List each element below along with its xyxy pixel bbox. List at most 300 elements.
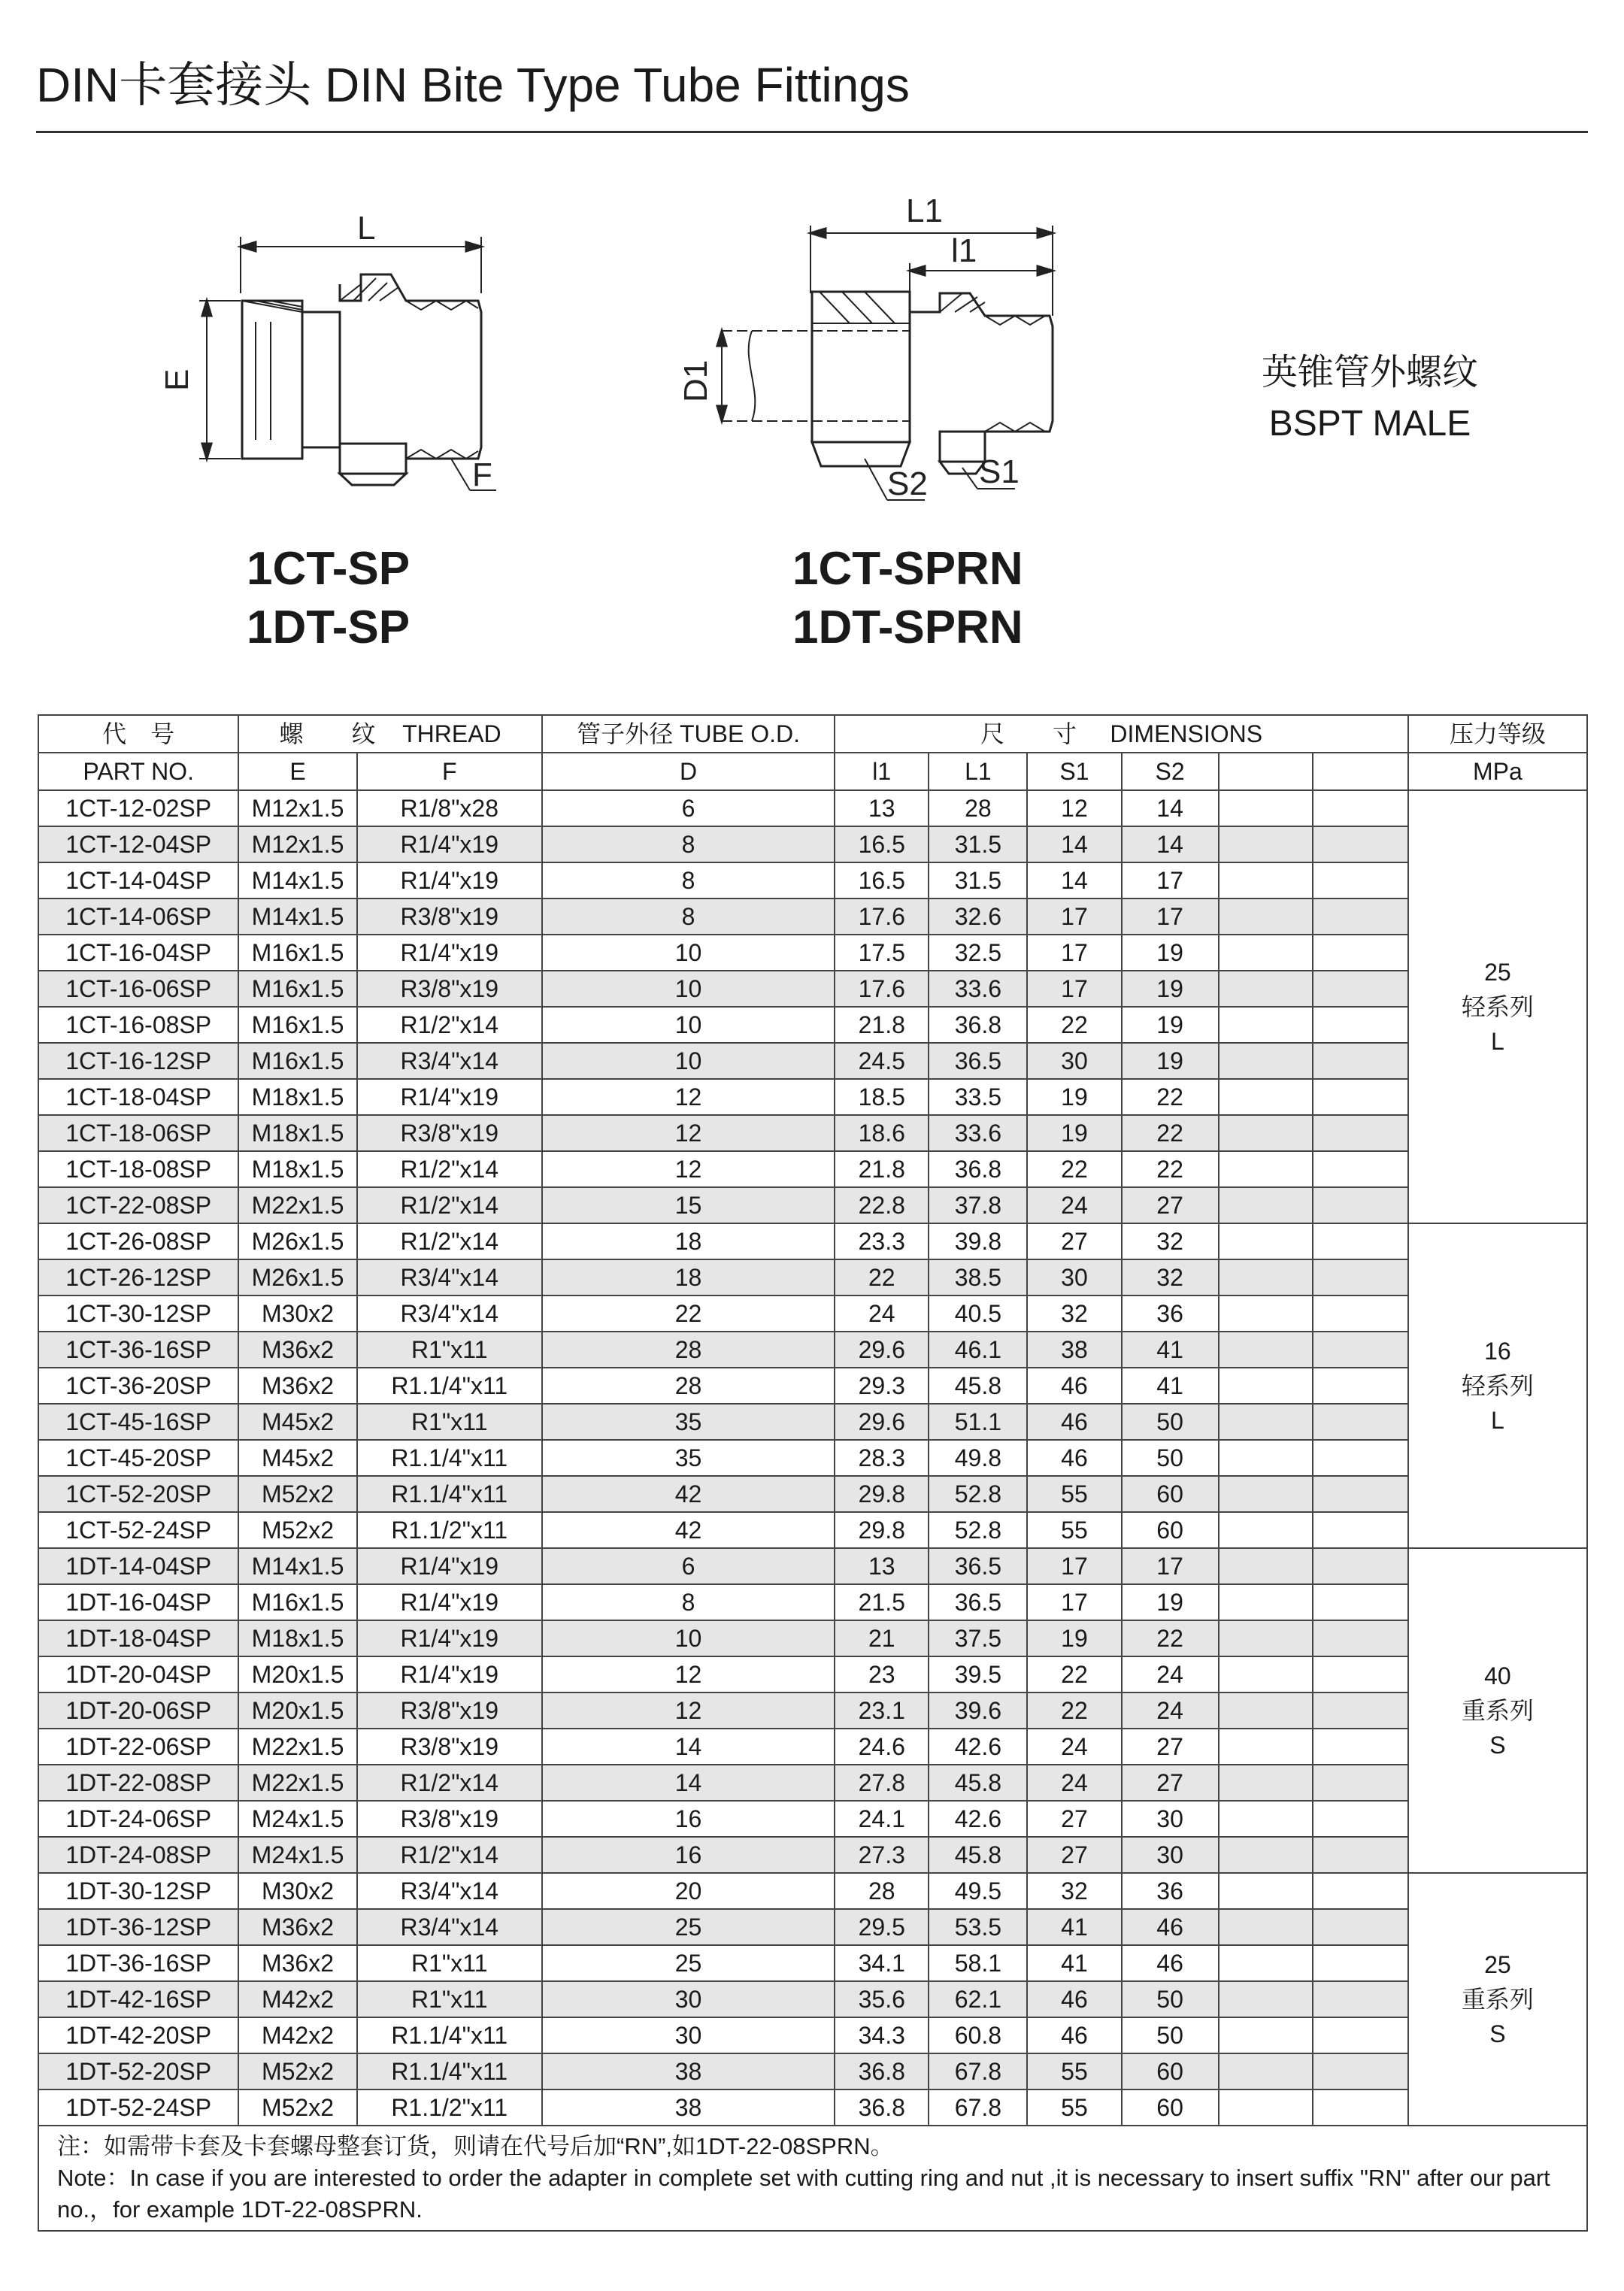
- cell-L1: 45.8: [929, 1368, 1027, 1404]
- cell-part-no: 1DT-16-04SP: [38, 1584, 238, 1620]
- cell-S2: 17: [1122, 862, 1219, 899]
- cell-D: 35: [542, 1404, 835, 1440]
- cell-S2: 50: [1122, 2017, 1219, 2053]
- cell-F: R3/8"x19: [357, 1729, 542, 1765]
- cell-l1: 21.8: [835, 1007, 929, 1043]
- cell-l1: 24.6: [835, 1729, 929, 1765]
- table-row: [38, 1981, 1587, 2017]
- cell-F: R3/8"x19: [357, 899, 542, 935]
- pressure-code: L: [1491, 1028, 1504, 1055]
- cell-blank: [1313, 1548, 1408, 1584]
- cell-E: M18x1.5: [238, 1151, 356, 1187]
- cell-D: 10: [542, 1043, 835, 1079]
- cell-l1: 36.8: [835, 2053, 929, 2089]
- cell-S1: 22: [1027, 1692, 1121, 1729]
- cell-blank: [1219, 2089, 1313, 2126]
- cell-l1: 18.6: [835, 1115, 929, 1151]
- cell-F: R3/4"x14: [357, 1909, 542, 1945]
- cell-S1: 22: [1027, 1151, 1121, 1187]
- cell-S1: 32: [1027, 1296, 1121, 1332]
- cell-S1: 27: [1027, 1837, 1121, 1873]
- cell-S2: 30: [1122, 1801, 1219, 1837]
- model-1ct-sp: 1CT-SP: [247, 543, 411, 595]
- cell-l1: 28.3: [835, 1440, 929, 1476]
- thread-type-label: [1250, 347, 1490, 450]
- header-pressure-en: MPa: [1408, 753, 1587, 790]
- cell-l1: 21: [835, 1620, 929, 1656]
- cell-blank: [1313, 1043, 1408, 1079]
- cell-D: 10: [542, 935, 835, 971]
- table-row: [38, 1259, 1587, 1296]
- header-blank-1: [1219, 753, 1313, 790]
- cell-blank: [1313, 1873, 1408, 1909]
- cell-blank: [1313, 1296, 1408, 1332]
- cell-blank: [1219, 1692, 1313, 1729]
- cell-E: M45x2: [238, 1404, 356, 1440]
- cell-blank: [1219, 1187, 1313, 1223]
- thread-type-en: BSPT MALE: [1268, 404, 1471, 444]
- cell-F: R1/4"x19: [357, 1620, 542, 1656]
- table-row: [38, 1223, 1587, 1259]
- cell-S2: 36: [1122, 1296, 1219, 1332]
- header-D: D: [542, 753, 835, 790]
- cell-S1: 22: [1027, 1656, 1121, 1692]
- cell-L1: 49.8: [929, 1440, 1027, 1476]
- cell-L1: 52.8: [929, 1512, 1027, 1548]
- cell-blank: [1313, 1476, 1408, 1512]
- cell-l1: 16.5: [835, 862, 929, 899]
- cell-l1: 29.6: [835, 1332, 929, 1368]
- cell-F: R1/4"x19: [357, 1079, 542, 1115]
- cell-S2: 46: [1122, 1909, 1219, 1945]
- cell-blank: [1219, 1620, 1313, 1656]
- cell-F: R3/4"x14: [357, 1873, 542, 1909]
- cell-part-no: 1CT-22-08SP: [38, 1187, 238, 1223]
- pressure-series: 重系列: [1461, 1697, 1534, 1724]
- cell-L1: 33.6: [929, 1115, 1027, 1151]
- cell-blank: [1313, 862, 1408, 899]
- cell-F: R3/8"x19: [357, 1801, 542, 1837]
- cell-E: M16x1.5: [238, 971, 356, 1007]
- pressure-code: S: [1489, 2020, 1506, 2047]
- table-row: [38, 1368, 1587, 1404]
- cell-F: R1.1/2"x11: [357, 2089, 542, 2126]
- cell-l1: 29.8: [835, 1476, 929, 1512]
- cell-S2: 22: [1122, 1620, 1219, 1656]
- cell-blank: [1219, 1332, 1313, 1368]
- cell-part-no: 1DT-20-04SP: [38, 1656, 238, 1692]
- cell-part-no: 1CT-14-06SP: [38, 899, 238, 935]
- cell-blank: [1313, 2053, 1408, 2089]
- cell-l1: 24.5: [835, 1043, 929, 1079]
- cell-part-no: 1DT-24-06SP: [38, 1801, 238, 1837]
- cell-S1: 55: [1027, 1512, 1121, 1548]
- cell-S2: 32: [1122, 1223, 1219, 1259]
- table-row: [38, 790, 1587, 826]
- model-label-sp: [247, 540, 410, 657]
- cell-blank: [1219, 935, 1313, 971]
- cell-blank: [1219, 1476, 1313, 1512]
- cell-F: R3/4"x14: [357, 1043, 542, 1079]
- cell-blank: [1313, 1007, 1408, 1043]
- cell-L1: 46.1: [929, 1332, 1027, 1368]
- cell-E: M52x2: [238, 1476, 356, 1512]
- cell-D: 15: [542, 1187, 835, 1223]
- cell-D: 16: [542, 1801, 835, 1837]
- cell-S1: 19: [1027, 1115, 1121, 1151]
- cell-l1: 24: [835, 1296, 929, 1332]
- cell-blank: [1313, 1692, 1408, 1729]
- cell-part-no: 1CT-52-24SP: [38, 1512, 238, 1548]
- table-row: [38, 1801, 1587, 1837]
- cell-l1: 13: [835, 790, 929, 826]
- cell-F: R1/4"x19: [357, 862, 542, 899]
- cell-l1: 22.8: [835, 1187, 929, 1223]
- cell-L1: 36.8: [929, 1151, 1027, 1187]
- cell-S1: 30: [1027, 1043, 1121, 1079]
- cell-S1: 55: [1027, 1476, 1121, 1512]
- table-row: [38, 1837, 1587, 1873]
- cell-E: M14x1.5: [238, 1548, 356, 1584]
- header-E: E: [238, 753, 356, 790]
- cell-D: 8: [542, 899, 835, 935]
- table-row: [38, 1007, 1587, 1043]
- cell-l1: 23: [835, 1656, 929, 1692]
- table-row: [38, 2053, 1587, 2089]
- cell-S2: 14: [1122, 790, 1219, 826]
- cell-part-no: 1CT-18-08SP: [38, 1151, 238, 1187]
- cell-E: M24x1.5: [238, 1801, 356, 1837]
- cell-S2: 27: [1122, 1765, 1219, 1801]
- cell-blank: [1313, 1187, 1408, 1223]
- table-row: [38, 1476, 1587, 1512]
- cell-L1: 36.5: [929, 1584, 1027, 1620]
- cell-S2: 14: [1122, 826, 1219, 862]
- cell-part-no: 1CT-18-06SP: [38, 1115, 238, 1151]
- cell-S1: 55: [1027, 2089, 1121, 2126]
- cell-E: M18x1.5: [238, 1115, 356, 1151]
- cell-S2: 50: [1122, 1404, 1219, 1440]
- cell-S1: 19: [1027, 1079, 1121, 1115]
- pressure-series: 重系列: [1461, 1986, 1534, 2013]
- cell-blank: [1219, 1656, 1313, 1692]
- table-row: [38, 1512, 1587, 1548]
- cell-F: R1"x11: [357, 1404, 542, 1440]
- table-row: [38, 1692, 1587, 1729]
- table-row: [38, 1729, 1587, 1765]
- cell-part-no: 1CT-30-12SP: [38, 1296, 238, 1332]
- cell-E: M42x2: [238, 1981, 356, 2017]
- cell-blank: [1313, 1801, 1408, 1837]
- cell-S2: 22: [1122, 1115, 1219, 1151]
- cell-L1: 31.5: [929, 862, 1027, 899]
- cell-E: M22x1.5: [238, 1765, 356, 1801]
- cell-L1: 39.6: [929, 1692, 1027, 1729]
- cell-blank: [1313, 899, 1408, 935]
- cell-D: 12: [542, 1079, 835, 1115]
- cell-F: R1/4"x19: [357, 935, 542, 971]
- cell-S1: 17: [1027, 971, 1121, 1007]
- cell-D: 42: [542, 1476, 835, 1512]
- cell-F: R1"x11: [357, 1332, 542, 1368]
- cell-blank: [1313, 1223, 1408, 1259]
- cell-blank: [1219, 1981, 1313, 2017]
- model-1dt-sp: 1DT-SP: [247, 602, 411, 653]
- cell-F: R1.1/4"x11: [357, 2017, 542, 2053]
- cell-F: R1.1/2"x11: [357, 1512, 542, 1548]
- cell-S2: 50: [1122, 1981, 1219, 2017]
- cell-F: R3/8"x19: [357, 971, 542, 1007]
- cell-L1: 67.8: [929, 2089, 1027, 2126]
- cell-L1: 32.5: [929, 935, 1027, 971]
- cell-S2: 32: [1122, 1259, 1219, 1296]
- cell-F: R3/8"x19: [357, 1692, 542, 1729]
- cell-l1: 13: [835, 1548, 929, 1584]
- cell-blank: [1219, 1007, 1313, 1043]
- page-title: DIN卡套接头 DIN Bite Type Tube Fittings: [36, 58, 910, 112]
- cell-l1: 36.8: [835, 2089, 929, 2126]
- cell-S2: 41: [1122, 1332, 1219, 1368]
- cell-blank: [1219, 1548, 1313, 1584]
- cell-part-no: 1DT-14-04SP: [38, 1548, 238, 1584]
- header-pressure-cn: 压力等级: [1408, 715, 1587, 753]
- dim-L1-label: L1: [906, 192, 943, 229]
- cell-S2: 60: [1122, 2053, 1219, 2089]
- cell-blank: [1219, 1765, 1313, 1801]
- cell-F: R1.1/4"x11: [357, 2053, 542, 2089]
- cell-D: 10: [542, 971, 835, 1007]
- cell-D: 25: [542, 1909, 835, 1945]
- cell-E: M12x1.5: [238, 790, 356, 826]
- pressure-group: [1408, 1873, 1587, 2126]
- cell-blank: [1219, 1223, 1313, 1259]
- dim-S2-label: S2: [887, 465, 928, 502]
- cell-L1: 32.6: [929, 899, 1027, 935]
- model-1dt-sprn: 1DT-SPRN: [792, 602, 1023, 653]
- cell-blank: [1219, 1115, 1313, 1151]
- pressure-group: [1408, 1223, 1587, 1548]
- cell-blank: [1219, 1873, 1313, 1909]
- cell-D: 42: [542, 1512, 835, 1548]
- cell-S2: 46: [1122, 1945, 1219, 1981]
- thread-type-cn: 英锥管外螺纹: [1261, 353, 1478, 392]
- cell-L1: 36.8: [929, 1007, 1027, 1043]
- pressure-series: 轻系列: [1461, 1372, 1534, 1399]
- cell-D: 8: [542, 1584, 835, 1620]
- cell-D: 10: [542, 1620, 835, 1656]
- table-row: [38, 1332, 1587, 1368]
- cell-E: M30x2: [238, 1873, 356, 1909]
- cell-part-no: 1CT-26-08SP: [38, 1223, 238, 1259]
- cell-E: M30x2: [238, 1296, 356, 1332]
- cell-S2: 60: [1122, 1476, 1219, 1512]
- spec-table-body: [38, 790, 1587, 2126]
- table-row: [38, 899, 1587, 935]
- cell-blank: [1313, 826, 1408, 862]
- dim-E-label: E: [159, 368, 195, 391]
- cell-blank: [1219, 1079, 1313, 1115]
- header-S2: S2: [1122, 753, 1219, 790]
- cell-E: M22x1.5: [238, 1187, 356, 1223]
- cell-S1: 24: [1027, 1187, 1121, 1223]
- cell-S2: 19: [1122, 1584, 1219, 1620]
- cell-S2: 24: [1122, 1656, 1219, 1692]
- cell-S1: 19: [1027, 1620, 1121, 1656]
- cell-part-no: 1CT-12-02SP: [38, 790, 238, 826]
- cell-L1: 58.1: [929, 1945, 1027, 1981]
- cell-L1: 45.8: [929, 1765, 1027, 1801]
- dim-S1-label: S1: [979, 453, 1020, 490]
- cell-blank: [1219, 1259, 1313, 1296]
- cell-blank: [1219, 1404, 1313, 1440]
- cell-blank: [1313, 1945, 1408, 1981]
- cell-blank: [1313, 1512, 1408, 1548]
- cell-S2: 41: [1122, 1368, 1219, 1404]
- cell-l1: 34.1: [835, 1945, 929, 1981]
- fitting-sp-drawing: [199, 237, 496, 490]
- cell-D: 6: [542, 1548, 835, 1584]
- cell-F: R3/4"x14: [357, 1296, 542, 1332]
- cell-part-no: 1CT-14-04SP: [38, 862, 238, 899]
- cell-S1: 30: [1027, 1259, 1121, 1296]
- cell-part-no: 1CT-26-12SP: [38, 1259, 238, 1296]
- cell-S1: 41: [1027, 1909, 1121, 1945]
- cell-blank: [1313, 1079, 1408, 1115]
- cell-L1: 53.5: [929, 1909, 1027, 1945]
- cell-L1: 40.5: [929, 1296, 1027, 1332]
- cell-part-no: 1CT-16-12SP: [38, 1043, 238, 1079]
- cell-E: M18x1.5: [238, 1620, 356, 1656]
- cell-F: R1/2"x14: [357, 1223, 542, 1259]
- cell-F: R1/2"x14: [357, 1151, 542, 1187]
- cell-S2: 19: [1122, 1043, 1219, 1079]
- cell-blank: [1313, 1765, 1408, 1801]
- table-row: [38, 1765, 1587, 1801]
- cell-S1: 46: [1027, 1981, 1121, 2017]
- cell-blank: [1219, 1440, 1313, 1476]
- cell-L1: 31.5: [929, 826, 1027, 862]
- cell-D: 38: [542, 2089, 835, 2126]
- table-row: [38, 1548, 1587, 1584]
- model-label-sprn: [792, 540, 1023, 657]
- cell-part-no: 1DT-22-08SP: [38, 1765, 238, 1801]
- cell-S1: 17: [1027, 899, 1121, 935]
- cell-F: R1/4"x19: [357, 1548, 542, 1584]
- header-part-no-en: PART NO.: [38, 753, 238, 790]
- table-row: [38, 971, 1587, 1007]
- cell-S1: 32: [1027, 1873, 1121, 1909]
- cell-S1: 17: [1027, 1584, 1121, 1620]
- cell-S1: 27: [1027, 1223, 1121, 1259]
- cell-D: 28: [542, 1332, 835, 1368]
- cell-D: 6: [542, 790, 835, 826]
- cell-blank: [1313, 1440, 1408, 1476]
- cell-blank: [1219, 971, 1313, 1007]
- cell-part-no: 1DT-24-08SP: [38, 1837, 238, 1873]
- cell-S2: 22: [1122, 1151, 1219, 1187]
- cell-E: M22x1.5: [238, 1729, 356, 1765]
- cell-L1: 37.8: [929, 1187, 1027, 1223]
- cell-blank: [1219, 1368, 1313, 1404]
- cell-l1: 22: [835, 1259, 929, 1296]
- cell-F: R1/4"x19: [357, 1656, 542, 1692]
- header-L1: L1: [929, 753, 1027, 790]
- cell-l1: 29.3: [835, 1368, 929, 1404]
- cell-part-no: 1CT-36-20SP: [38, 1368, 238, 1404]
- cell-blank: [1313, 790, 1408, 826]
- cell-E: M52x2: [238, 2053, 356, 2089]
- table-row: [38, 1584, 1587, 1620]
- cell-blank: [1313, 1404, 1408, 1440]
- table-row: [38, 1909, 1587, 1945]
- table-row: [38, 826, 1587, 862]
- spec-table: [38, 714, 1588, 2232]
- cell-S1: 27: [1027, 1801, 1121, 1837]
- cell-S2: 60: [1122, 1512, 1219, 1548]
- cell-blank: [1313, 1729, 1408, 1765]
- cell-D: 38: [542, 2053, 835, 2089]
- header-tube-od: 管子外径 TUBE O.D.: [542, 715, 835, 753]
- order-note-en: Note：In case if you are interested to order the adapter in complete set with cutting ring and nut ,it is necessary to insert suffix "RN" after our part no.，for example 1DT-22-08SPRN.: [57, 2165, 1550, 2223]
- cell-F: R1"x11: [357, 1945, 542, 1981]
- pressure-series: 轻系列: [1461, 993, 1534, 1020]
- table-row: [38, 1945, 1587, 1981]
- cell-S1: 14: [1027, 862, 1121, 899]
- cell-D: 30: [542, 2017, 835, 2053]
- cell-E: M16x1.5: [238, 935, 356, 971]
- pressure-group: [1408, 790, 1587, 1223]
- cell-F: R1/2"x14: [357, 1007, 542, 1043]
- cell-D: 35: [542, 1440, 835, 1476]
- cell-E: M14x1.5: [238, 899, 356, 935]
- order-note: [38, 2126, 1587, 2231]
- cell-F: R1/8"x28: [357, 790, 542, 826]
- header-S1: S1: [1027, 753, 1121, 790]
- cell-F: R1.1/4"x11: [357, 1368, 542, 1404]
- pressure-value: 16: [1484, 1338, 1511, 1365]
- cell-blank: [1219, 826, 1313, 862]
- cell-l1: 29.6: [835, 1404, 929, 1440]
- cell-L1: 28: [929, 790, 1027, 826]
- cell-blank: [1219, 1945, 1313, 1981]
- table-row: [38, 1873, 1587, 1909]
- cell-S1: 12: [1027, 790, 1121, 826]
- dim-l1-label: l1: [951, 232, 977, 269]
- cell-blank: [1219, 1296, 1313, 1332]
- cell-F: R1/4"x19: [357, 1584, 542, 1620]
- cell-blank: [1219, 1512, 1313, 1548]
- cell-blank: [1219, 1909, 1313, 1945]
- cell-D: 18: [542, 1223, 835, 1259]
- order-note-cn: 注：如需带卡套及卡套螺母整套订货，则请在代号后加“RN”,如1DT-22-08SPRN。: [57, 2133, 894, 2159]
- cell-l1: 17.5: [835, 935, 929, 971]
- cell-part-no: 1CT-18-04SP: [38, 1079, 238, 1115]
- table-row: [38, 2089, 1587, 2126]
- cell-F: R1.1/4"x11: [357, 1440, 542, 1476]
- cell-part-no: 1CT-52-20SP: [38, 1476, 238, 1512]
- cell-blank: [1219, 1837, 1313, 1873]
- cell-blank: [1313, 1837, 1408, 1873]
- cell-blank: [1219, 790, 1313, 826]
- cell-L1: 39.8: [929, 1223, 1027, 1259]
- cell-F: R1/2"x14: [357, 1837, 542, 1873]
- cell-l1: 29.8: [835, 1512, 929, 1548]
- pressure-value: 25: [1484, 959, 1511, 986]
- cell-F: R1.1/4"x11: [357, 1476, 542, 1512]
- pressure-group: [1408, 1548, 1587, 1873]
- cell-blank: [1219, 899, 1313, 935]
- cell-L1: 36.5: [929, 1548, 1027, 1584]
